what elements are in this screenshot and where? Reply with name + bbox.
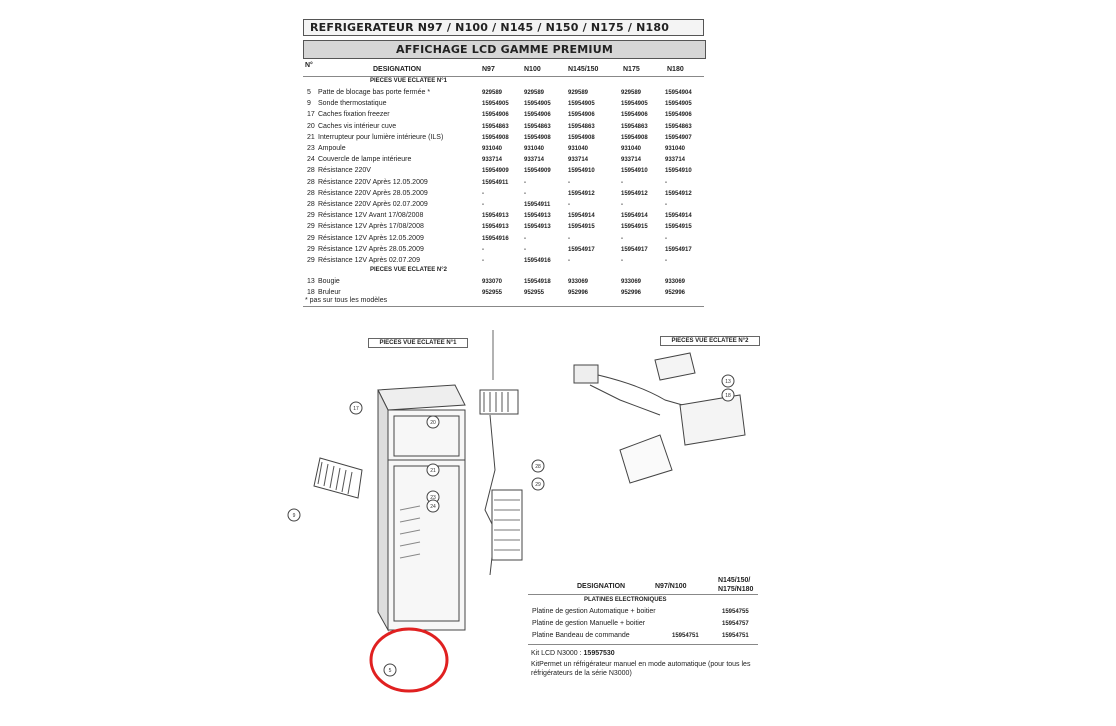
part-number-cell: 933714 — [621, 157, 642, 164]
callout-20: 20 — [430, 420, 436, 426]
callout-17: 17 — [353, 406, 359, 412]
part-number-cell: 931040 — [665, 146, 686, 152]
part-number-cell: 931040 — [568, 146, 589, 152]
header-divider — [303, 76, 704, 77]
table-bottom-divider — [303, 306, 704, 307]
part-number-cell: - — [482, 246, 484, 253]
t2-bottom-divider — [528, 644, 758, 645]
part-number-cell: 15954915 — [621, 224, 648, 231]
row-designation: Résistance 220V Après 02.07.2009 — [318, 201, 428, 208]
part-number-cell: - — [665, 202, 667, 208]
row-designation: Résistance 12V Après 28.05.2009 — [318, 245, 424, 253]
diagram2-label: PIECES VUE ECLATEE N°2 — [660, 336, 760, 346]
part-number-cell: 933714 — [524, 157, 545, 164]
part-number-cell: 929589 — [524, 90, 545, 96]
t2-divider — [528, 594, 758, 595]
t2-section: PLATINES ELECTRONIQUES — [584, 597, 667, 603]
row-designation: Bougie — [318, 278, 340, 286]
kit-code: 15957530 — [583, 650, 615, 657]
part-number-cell: 931040 — [621, 146, 642, 152]
row-designation: Résistance 220V — [318, 167, 371, 175]
part-number-cell: 15954909 — [482, 168, 509, 175]
part-number-cell: 15954913 — [524, 224, 551, 231]
row-number: 5 — [307, 89, 311, 96]
part-number-cell: 933714 — [482, 157, 503, 164]
part-number-cell: 933069 — [568, 279, 589, 286]
callout-5: 5 — [388, 668, 392, 674]
part-number-cell: - — [568, 235, 570, 242]
highlight-circle — [368, 626, 450, 694]
part-number-cell: 931040 — [524, 146, 545, 152]
row-designation: Bruleur — [318, 289, 341, 297]
part-number-cell: 15954911 — [524, 202, 551, 208]
fridge-side — [378, 390, 388, 630]
part-number-cell: 15954913 — [482, 213, 509, 220]
part-number-cell: 15954915 — [665, 224, 692, 231]
kit-line — [531, 650, 615, 657]
part-number-cell: 15954905 — [524, 101, 551, 108]
t2-row-label: Platine de gestion Manuelle + boitier — [532, 620, 646, 627]
callout-29: 29 — [535, 482, 541, 488]
part-number-cell: 15954916 — [482, 235, 509, 242]
part-number-cell: 952996 — [568, 290, 589, 297]
part-number-cell: 15954912 — [621, 190, 648, 197]
part-number-cell: 15954905 — [665, 101, 692, 108]
row-designation: Couvercle de lampe intérieure — [318, 156, 412, 164]
part-number-cell: 15954912 — [665, 190, 692, 197]
document-title: REFRIGERATEUR N97 / N100 / N145 / N150 / N175 / N180 — [303, 19, 704, 36]
part-number-cell: 933069 — [621, 279, 642, 286]
row-designation: Résistance 12V Avant 17/08/2008 — [318, 212, 424, 220]
row-designation: Résistance 220V Après 28.05.2009 — [318, 189, 428, 197]
callout-24: 24 — [430, 504, 436, 510]
row-number: 28 — [307, 167, 315, 175]
row-designation: Résistance 12V Après 17/08/2008 — [318, 223, 424, 231]
row-number: 29 — [307, 223, 315, 231]
callout-21: 21 — [430, 468, 436, 474]
part-number-cell: 15954917 — [665, 246, 692, 253]
col-header-n100: N100 — [524, 66, 541, 73]
col-header-n145: N145/150 — [568, 66, 599, 73]
part-number-cell: 15954863 — [568, 123, 595, 130]
t2-row-code: 15954751 — [672, 633, 699, 639]
part-number-cell: 15954914 — [621, 213, 648, 220]
part-number-cell: 15954907 — [665, 134, 692, 141]
footnote: * pas sur tous les modèles — [305, 297, 388, 304]
kit-description: KitPermet un réfrigérateur manuel en mode automatique (pour tous les réfrigérateurs de la série N3000) — [531, 661, 751, 677]
part-number-cell: 952955 — [482, 290, 503, 297]
part-number-cell: 933069 — [665, 279, 686, 286]
part-number-cell: - — [568, 202, 570, 208]
part-number-cell: - — [621, 258, 623, 264]
part-number-cell: - — [524, 235, 526, 242]
part-number-cell: - — [568, 258, 570, 264]
part-number-cell: 15954913 — [524, 213, 551, 220]
diagram1-label: PIECES VUE ECLATEE N°1 — [368, 338, 468, 348]
section-title-vue2: PIECES VUE ECLATEE N°2 — [370, 267, 447, 273]
row-number: 28 — [307, 189, 315, 197]
row-number: 29 — [307, 257, 315, 264]
part-number-cell: 15954863 — [665, 123, 692, 130]
col-header-n175: N175 — [623, 66, 640, 73]
t2-row-code: 15954755 — [722, 609, 749, 615]
t2-row-code: 15954751 — [722, 633, 749, 639]
t2-header-n97: N97/N100 — [655, 583, 687, 590]
part-number-cell: 952996 — [621, 290, 642, 297]
row-number: 29 — [307, 234, 315, 242]
exploded-view-2 — [560, 345, 770, 505]
part-number-cell: 929589 — [621, 90, 642, 96]
t2-row-label: Platine de gestion Automatique + boitier — [532, 608, 656, 615]
row-designation: Résistance 12V Après 12.05.2009 — [318, 234, 424, 242]
row-designation: Ampoule — [318, 145, 346, 152]
part-number-cell: 929589 — [568, 90, 589, 96]
part-number-cell: 15954917 — [621, 246, 648, 253]
document-subtitle: AFFICHAGE LCD GAMME PREMIUM — [303, 40, 706, 59]
part-number-cell: 15954914 — [665, 213, 692, 220]
kit-label: Kit LCD N3000 : — [531, 650, 584, 657]
col-header-n180: N180 — [667, 66, 684, 73]
callout-23: 23 — [430, 495, 436, 501]
row-number: 17 — [307, 111, 315, 119]
part-number-cell: 15954906 — [665, 112, 692, 119]
part-number-cell: - — [621, 235, 623, 242]
row-number: 9 — [307, 100, 311, 108]
part-number-cell: - — [524, 246, 526, 253]
col-header-no: N° — [305, 62, 313, 69]
part-number-cell: - — [482, 258, 484, 264]
part-number-cell: 15954918 — [524, 279, 551, 286]
row-designation: Résistance 12V Après 02.07.209 — [318, 257, 420, 264]
part-number-cell: - — [665, 258, 667, 264]
part-number-cell: 15954906 — [568, 112, 595, 119]
callout-13: 13 — [725, 379, 731, 385]
part-number-cell: 15954904 — [665, 90, 692, 96]
part-number-cell: 15954908 — [621, 134, 648, 141]
part-number-cell: 15954906 — [524, 112, 551, 119]
section-title-vue1: PIECES VUE ECLATEE N°1 — [370, 78, 447, 84]
part-number-cell: 15954908 — [524, 134, 551, 141]
callout-28: 28 — [535, 464, 541, 470]
callout-9: 9 — [292, 513, 296, 519]
col-header-designation: DESIGNATION — [373, 66, 422, 73]
part-number-cell: - — [524, 179, 526, 186]
row-designation: Interrupteur pour lumière intérieure (ILS) — [318, 133, 444, 141]
part-number-cell: 929589 — [482, 90, 503, 96]
col-header-n97: N97 — [482, 66, 495, 73]
part-number-cell: - — [568, 179, 570, 186]
part-number-cell: 15954909 — [524, 168, 551, 175]
part-number-cell: 15954917 — [568, 246, 595, 253]
row-designation: Caches fixation freezer — [318, 111, 390, 119]
part-number-cell: 15954913 — [482, 224, 509, 231]
part-number-cell: 15954863 — [524, 123, 551, 130]
part-number-cell: 15954906 — [621, 112, 648, 119]
part-number-cell: 15954910 — [665, 168, 692, 175]
row-number: 20 — [307, 122, 315, 130]
row-designation: Patte de blocage bas porte fermée * — [318, 89, 431, 96]
part-number-cell: - — [621, 179, 623, 186]
part-number-cell: 15954910 — [568, 168, 595, 175]
part-number-cell: 931040 — [482, 146, 503, 152]
t2-header-designation: DESIGNATION — [577, 583, 626, 590]
part-number-cell: 15954908 — [568, 134, 595, 141]
row-number: 13 — [307, 278, 315, 286]
part-number-cell: - — [482, 202, 484, 208]
part-number-cell: 15954905 — [621, 101, 648, 108]
part-number-cell: 952955 — [524, 290, 545, 297]
part-number-cell: - — [665, 179, 667, 186]
part-number-cell: 15954863 — [482, 123, 509, 130]
row-number: 29 — [307, 212, 315, 220]
row-number: 21 — [307, 133, 315, 141]
part-number-cell: 933714 — [665, 157, 686, 164]
part-number-cell: 15954910 — [621, 168, 648, 175]
part-number-cell: 15954911 — [482, 179, 509, 186]
t2-row-label: Platine Bandeau de commande — [532, 632, 630, 639]
row-number: 28 — [307, 201, 315, 208]
part-number-cell: - — [665, 235, 667, 242]
part-number-cell: 952996 — [665, 290, 686, 297]
part-number-cell: 15954916 — [524, 258, 551, 264]
row-designation: Résistance 220V Après 12.05.2009 — [318, 178, 428, 186]
part-number-cell: - — [621, 202, 623, 208]
part-number-cell: 15954912 — [568, 190, 595, 197]
evaporator — [480, 390, 518, 414]
part-number-cell: - — [524, 190, 526, 197]
part-number-cell: 933714 — [568, 157, 589, 164]
row-number: 18 — [307, 289, 315, 297]
part-number-cell: 15954905 — [482, 101, 509, 108]
row-number: 28 — [307, 178, 315, 186]
part-number-cell: 15954863 — [621, 123, 648, 130]
t2-row-code: 15954757 — [722, 621, 749, 627]
part-number-cell: 933070 — [482, 279, 503, 286]
part-number-cell: 15954906 — [482, 112, 509, 119]
row-designation: Sonde thermostatique — [318, 100, 387, 108]
part-number-cell: 15954914 — [568, 213, 595, 220]
part-number-cell: 15954908 — [482, 134, 509, 141]
fridge-front — [388, 410, 465, 630]
t2-header-n145: N145/150/ N175/N180 — [718, 577, 754, 593]
row-number: 23 — [307, 145, 315, 152]
callout-18: 18 — [725, 393, 731, 399]
row-designation: Caches vis intérieur cuve — [318, 122, 397, 130]
part-number-cell: - — [482, 190, 484, 197]
row-number: 29 — [307, 245, 315, 253]
row-number: 24 — [307, 156, 315, 164]
fridge-top — [378, 385, 465, 410]
part-number-cell: 15954905 — [568, 101, 595, 108]
part-number-cell: 15954915 — [568, 224, 595, 231]
